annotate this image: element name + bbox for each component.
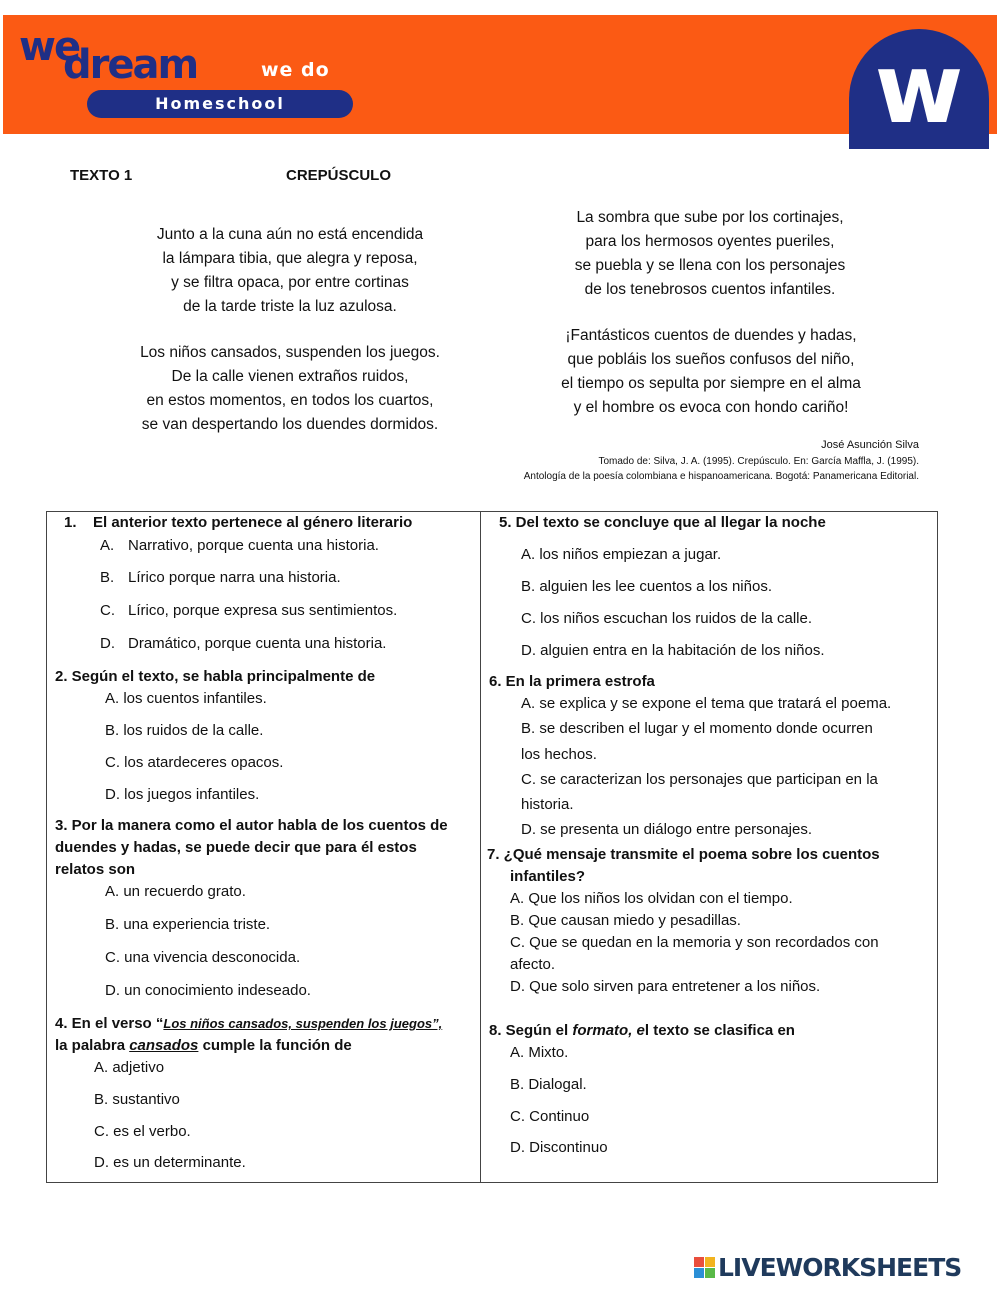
q1-option[interactable]: Dramático, porque cuenta una historia. [128, 635, 387, 652]
q3-option[interactable]: C. una vivencia desconocida. [105, 949, 301, 966]
q7-option[interactable]: D. Que solo sirven para entretener a los niños. [510, 978, 821, 995]
poem-stanza-2 [110, 341, 470, 437]
q5-option[interactable]: A. los niños empiezan a jugar. [521, 546, 722, 563]
q8-italic: formato, e [572, 1022, 645, 1039]
poem-title: CREPÚSCULO [286, 167, 392, 184]
q3-option[interactable]: A. un recuerdo grato. [105, 883, 246, 900]
q4-line2-suffix: cumple la función de [198, 1037, 352, 1054]
poem-line: y el hombre os evoca con hondo cariño! [573, 399, 849, 416]
q7-option[interactable]: C. Que se quedan en la memoria y son recordados con [510, 934, 879, 951]
poem-line: en estos momentos, en todos los cuartos, [146, 392, 434, 409]
q3-option[interactable]: B. una experiencia triste. [105, 916, 271, 933]
q2-option[interactable]: A. los cuentos infantiles. [105, 690, 267, 707]
q1-stem: El anterior texto pertenece al género literario [93, 514, 413, 531]
q6-option[interactable]: C. se caracterizan los personajes que participan en la [521, 771, 878, 788]
q4-option[interactable]: B. sustantivo [94, 1091, 180, 1108]
q6-option[interactable]: B. se describen el lugar y el momento donde ocurren [521, 720, 873, 737]
poem-line: y se filtra opaca, por entre cortinas [171, 274, 409, 291]
brand-dream: dream [63, 42, 198, 88]
q1-option[interactable]: Lírico porque narra una historia. [128, 569, 341, 586]
q7-option[interactable]: A. Que los niños los olvidan con el tiempo. [510, 890, 793, 907]
q6-stem: 6. En la primera estrofa [489, 673, 655, 690]
q4-line2-prefix: la palabra [55, 1037, 130, 1054]
q2-option[interactable]: B. los ruidos de la calle. [105, 722, 264, 739]
poem-line: de los tenebrosos cuentos infantiles. [584, 281, 836, 298]
q4-option[interactable]: D. es un determinante. [94, 1154, 246, 1171]
q2-option[interactable]: C. los atardeceres opacos. [105, 754, 284, 771]
q4-stem-line2 [55, 1035, 352, 1057]
circle-letter: w [874, 33, 964, 145]
source-line: Tomado de: Silva, J. A. (1995). Crepúsculo. En: García Maffla, J. (1995). [598, 455, 919, 467]
q7-stem: infantiles? [510, 868, 586, 885]
q8-option[interactable]: D. Discontinuo [510, 1139, 608, 1156]
header-banner [3, 15, 997, 145]
poem-line: La sombra que sube por los cortinajes, [576, 209, 844, 226]
poem-author: José Asunción Silva [821, 439, 919, 451]
q8-option[interactable]: A. Mixto. [510, 1044, 569, 1061]
q4-verse: Los niños cansados, suspenden los juegos”, [163, 1016, 443, 1031]
q1-letter: D. [100, 635, 115, 652]
q3-stem: 3. Por la manera como el autor habla de los cuentos de [55, 817, 448, 834]
q3-stem: duendes y hadas, se puede decir que para él estos [55, 839, 417, 856]
q8-stem [489, 1020, 795, 1042]
liveworksheets-wordmark: LIVEWORKSHEETS [718, 1253, 962, 1282]
q4-stem-line1 [55, 1013, 442, 1035]
poem-line: la lámpara tibia, que alegra y reposa, [162, 250, 418, 267]
q8-option[interactable]: B. Dialogal. [510, 1076, 587, 1093]
liveworksheets-icon [694, 1257, 716, 1279]
q5-stem: 5. Del texto se concluye que al llegar la noche [499, 514, 826, 531]
poem-line: De la calle vienen extraños ruidos, [171, 368, 409, 385]
poem-line: el tiempo os sepulta por siempre en el alma [561, 375, 861, 392]
q4-option[interactable]: C. es el verbo. [94, 1123, 191, 1140]
q1-letter: B. [100, 569, 115, 586]
q6-option[interactable]: A. se explica y se expone el tema que tratará el poema. [521, 695, 892, 712]
q6-option-cont: historia. [521, 796, 574, 813]
q5-option[interactable]: B. alguien les lee cuentos a los niños. [521, 578, 772, 595]
q2-option[interactable]: D. los juegos infantiles. [105, 786, 260, 803]
q7-option[interactable]: B. Que causan miedo y pesadillas. [510, 912, 741, 929]
text-label: TEXTO 1 [70, 167, 133, 184]
brand-we: we [19, 24, 80, 70]
poem-line: Junto a la cuna aún no está encendida [156, 226, 424, 243]
q8-option[interactable]: C. Continuo [510, 1108, 590, 1125]
poem-credits [524, 438, 919, 485]
q8-prefix: 8. Según el [489, 1022, 573, 1039]
q3-stem: relatos son [55, 861, 136, 878]
q4-prefix: 4. En el verso “ [55, 1015, 164, 1032]
poem-line: ¡Fantásticos cuentos de duendes y hadas, [565, 327, 857, 344]
poem-line: se van despertando los duendes dormidos. [141, 416, 439, 433]
q5-option[interactable]: D. alguien entra en la habitación de los niños. [521, 642, 825, 659]
q7-stem: 7. ¿Qué mensaje transmite el poema sobre los cuentos [487, 846, 880, 863]
q1-letter: C. [100, 602, 115, 619]
source-line: Antología de la poesía colombiana e hispanoamericana. Bogotá: Panamericana Editorial. [523, 471, 919, 482]
q7-option-cont: afecto. [510, 956, 556, 973]
poem-line: que pobláis los sueños confusos del niño, [567, 351, 855, 368]
poem-stanza-1 [120, 223, 460, 319]
q6-option-cont: los hechos. [521, 746, 597, 763]
q4-word: cansados [129, 1037, 199, 1054]
poem-stanza-4 [526, 324, 896, 420]
q1-number: 1. [64, 514, 77, 531]
q6-option[interactable]: D. se presenta un diálogo entre personajes. [521, 821, 813, 838]
poem-line: se puebla y se llena con los personajes [574, 257, 846, 274]
poem-stanza-3 [530, 206, 890, 302]
brand-circle-logo [849, 29, 989, 149]
q4-option[interactable]: A. adjetivo [94, 1059, 165, 1076]
q1-letter: A. [100, 537, 115, 554]
q5-option[interactable]: C. los niños escuchan los ruidos de la calle. [521, 610, 812, 627]
q1-option[interactable]: Narrativo, porque cuenta una historia. [128, 537, 379, 554]
q8-suffix: l texto se clasifica en [644, 1022, 795, 1039]
q3-option[interactable]: D. un conocimiento indeseado. [105, 982, 311, 999]
poem-line: de la tarde triste la luz azulosa. [183, 298, 397, 315]
brand-wedo: we do [261, 59, 330, 81]
q1-option[interactable]: Lírico, porque expresa sus sentimientos. [128, 602, 398, 619]
poem-line: para los hermosos oyentes pueriles, [585, 233, 835, 250]
column-divider [480, 511, 481, 1183]
poem-line: Los niños cansados, suspenden los juegos. [140, 344, 440, 361]
homeschool-badge: Homeschool [87, 90, 353, 118]
q2-stem: 2. Según el texto, se habla principalmente de [55, 668, 376, 685]
